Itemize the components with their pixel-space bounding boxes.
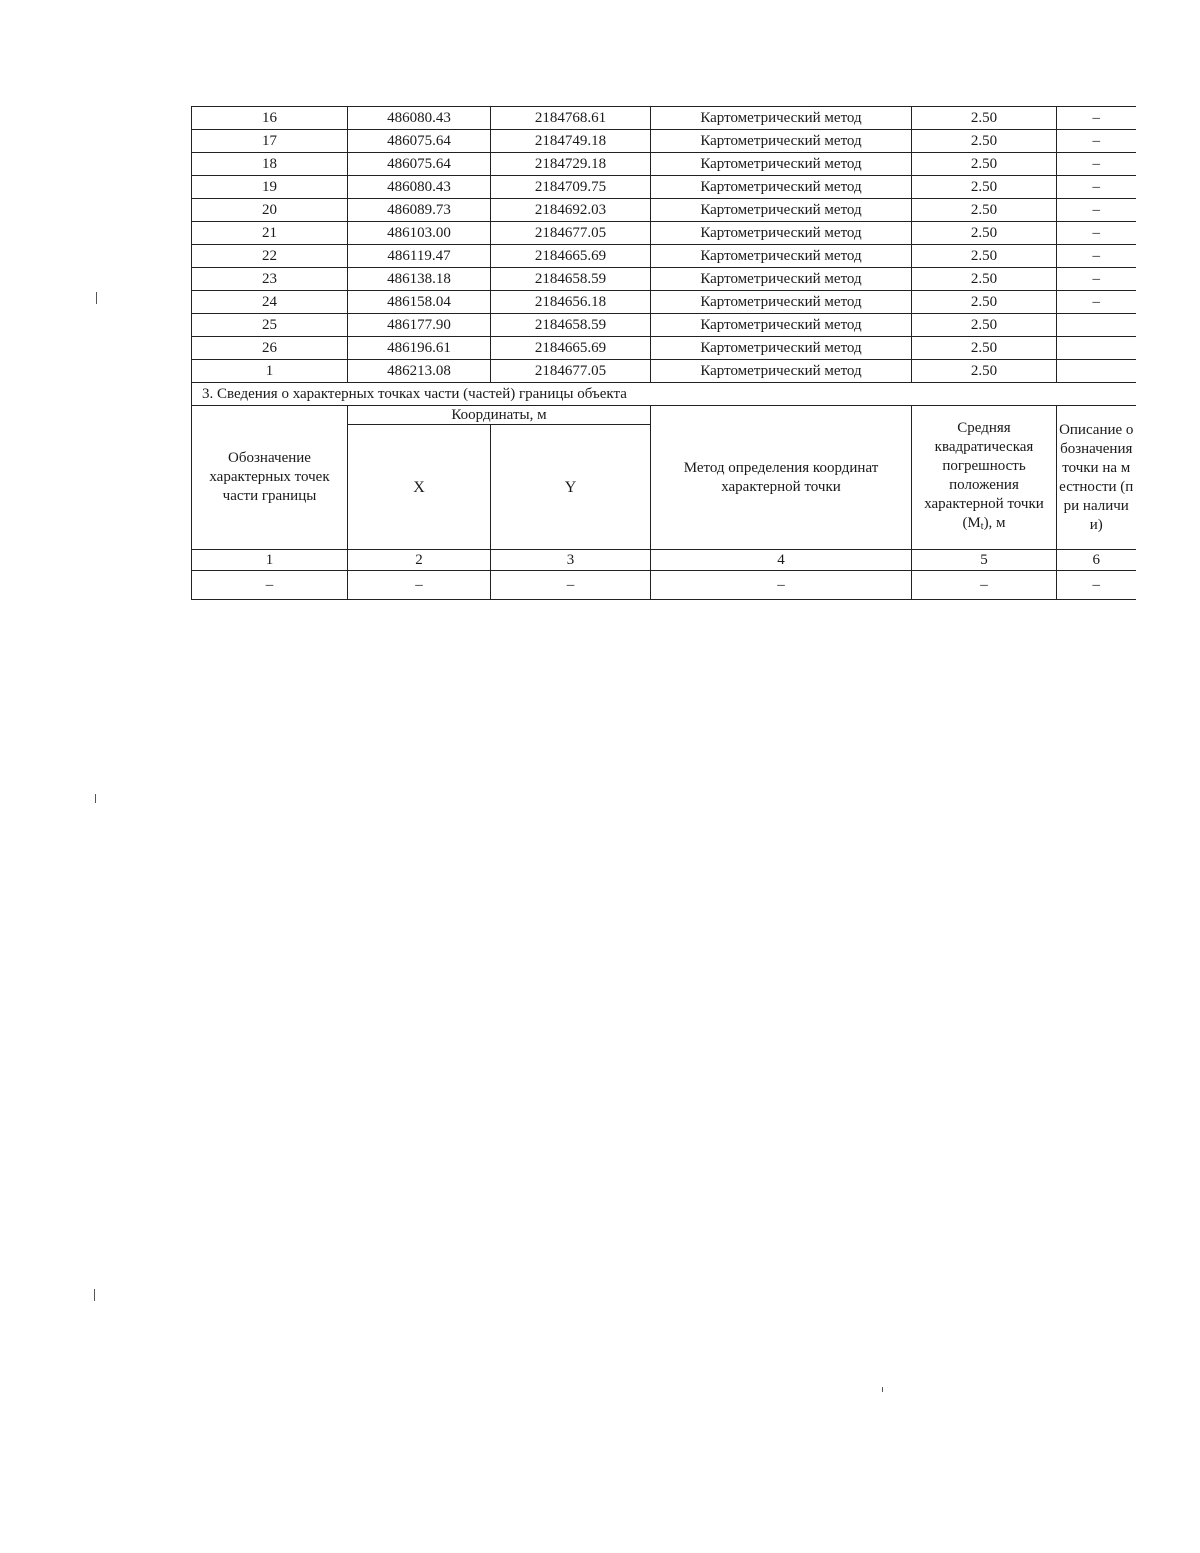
point-number-cell: 23 — [192, 268, 348, 291]
point-number-cell: 16 — [192, 107, 348, 130]
method-cell: Картометрический метод — [651, 176, 912, 199]
column-number: 4 — [651, 550, 912, 571]
description-header: Описание обозначения точки на местности (при наличии) — [1057, 406, 1136, 550]
empty-cell: – — [912, 571, 1057, 600]
description-cell: – — [1057, 291, 1136, 314]
error-cell: 2.50 — [912, 130, 1057, 153]
error-cell: 2.50 — [912, 360, 1057, 383]
x-coordinate-cell: 486213.08 — [348, 360, 491, 383]
y-coordinate-cell: 2184656.18 — [491, 291, 651, 314]
y-coordinate-cell: 2184709.75 — [491, 176, 651, 199]
error-cell: 2.50 — [912, 245, 1057, 268]
point-number-cell: 25 — [192, 314, 348, 337]
empty-cell: – — [491, 571, 651, 600]
method-cell: Картометрический метод — [651, 360, 912, 383]
description-cell: – — [1057, 153, 1136, 176]
error-cell: 2.50 — [912, 291, 1057, 314]
description-cell — [1057, 337, 1136, 360]
y-coordinate-cell: 2184677.05 — [491, 360, 651, 383]
column-number: 6 — [1057, 550, 1136, 571]
x-coordinate-cell: 486089.73 — [348, 199, 491, 222]
table-row — [192, 153, 1136, 176]
table-row — [192, 360, 1136, 383]
column-numbers-row — [192, 550, 1136, 571]
description-cell: – — [1057, 199, 1136, 222]
point-number-cell: 26 — [192, 337, 348, 360]
x-coordinate-cell: 486196.61 — [348, 337, 491, 360]
method-cell: Картометрический метод — [651, 107, 912, 130]
x-coordinate-cell: 486138.18 — [348, 268, 491, 291]
description-cell: – — [1057, 222, 1136, 245]
error-header: Средняя квадратическая погрешность положения характерной точки $(M_t)$, м — [912, 406, 1057, 550]
y-coordinate-cell: 2184665.69 — [491, 245, 651, 268]
description-cell: – — [1057, 268, 1136, 291]
boundary-points-table — [191, 106, 1136, 600]
y-coordinate-cell: 2184677.05 — [491, 222, 651, 245]
x-coordinate-cell: 486177.90 — [348, 314, 491, 337]
designation-header: Обозначение характерных точек части границы — [192, 406, 348, 550]
y-header: Y — [491, 425, 651, 550]
description-cell: – — [1057, 130, 1136, 153]
x-coordinate-cell: 486080.43 — [348, 176, 491, 199]
point-number-cell: 24 — [192, 291, 348, 314]
empty-cell: – — [348, 571, 491, 600]
x-coordinate-cell: 486075.64 — [348, 130, 491, 153]
x-header: X — [348, 425, 491, 550]
column-number: 1 — [192, 550, 348, 571]
point-number-cell: 22 — [192, 245, 348, 268]
x-coordinate-cell: 486158.04 — [348, 291, 491, 314]
error-cell: 2.50 — [912, 107, 1057, 130]
method-cell: Картометрический метод — [651, 245, 912, 268]
table-row — [192, 222, 1136, 245]
error-cell: 2.50 — [912, 153, 1057, 176]
method-cell: Картометрический метод — [651, 199, 912, 222]
description-cell: – — [1057, 176, 1136, 199]
x-coordinate-cell: 486119.47 — [348, 245, 491, 268]
empty-cell: – — [192, 571, 348, 600]
description-cell — [1057, 314, 1136, 337]
column-number: 2 — [348, 550, 491, 571]
y-coordinate-cell: 2184768.61 — [491, 107, 651, 130]
x-coordinate-cell: 486103.00 — [348, 222, 491, 245]
point-number-cell: 18 — [192, 153, 348, 176]
description-cell: – — [1057, 245, 1136, 268]
y-coordinate-cell: 2184658.59 — [491, 268, 651, 291]
method-header: Метод определения координат характерной точки — [651, 406, 912, 550]
method-cell: Картометрический метод — [651, 268, 912, 291]
table-row — [192, 314, 1136, 337]
description-cell: – — [1057, 107, 1136, 130]
table-row — [192, 245, 1136, 268]
point-number-cell: 20 — [192, 199, 348, 222]
method-cell: Картометрический метод — [651, 222, 912, 245]
section-3-title-row — [192, 383, 1136, 406]
table-row — [192, 268, 1136, 291]
empty-cell: – — [1057, 571, 1136, 600]
points-table-body — [192, 107, 1136, 383]
method-cell: Картометрический метод — [651, 291, 912, 314]
point-number-cell: 1 — [192, 360, 348, 383]
y-coordinate-cell: 2184749.18 — [491, 130, 651, 153]
table-row — [192, 337, 1136, 360]
point-number-cell: 17 — [192, 130, 348, 153]
table-row — [192, 199, 1136, 222]
y-coordinate-cell: 2184665.69 — [491, 337, 651, 360]
method-cell: Картометрический метод — [651, 314, 912, 337]
table-row — [192, 130, 1136, 153]
x-coordinate-cell: 486080.43 — [348, 107, 491, 130]
section-3-header-row — [192, 406, 1136, 425]
error-cell: 2.50 — [912, 222, 1057, 245]
empty-data-row — [192, 571, 1136, 600]
y-coordinate-cell: 2184692.03 — [491, 199, 651, 222]
method-cell: Картометрический метод — [651, 153, 912, 176]
column-number: 3 — [491, 550, 651, 571]
coordinates-header: Координаты, м — [348, 406, 651, 425]
empty-cell: – — [651, 571, 912, 600]
method-cell: Картометрический метод — [651, 337, 912, 360]
error-cell: 2.50 — [912, 176, 1057, 199]
error-cell: 2.50 — [912, 199, 1057, 222]
table-row — [192, 176, 1136, 199]
point-number-cell: 19 — [192, 176, 348, 199]
x-coordinate-cell: 486075.64 — [348, 153, 491, 176]
y-coordinate-cell: 2184658.59 — [491, 314, 651, 337]
error-cell: 2.50 — [912, 337, 1057, 360]
description-cell — [1057, 360, 1136, 383]
section-3-title: 3. Сведения о характерных точках части (частей) границы объекта — [192, 383, 1136, 406]
error-cell: 2.50 — [912, 314, 1057, 337]
method-cell: Картометрический метод — [651, 130, 912, 153]
error-cell: 2.50 — [912, 268, 1057, 291]
table-row — [192, 291, 1136, 314]
y-coordinate-cell: 2184729.18 — [491, 153, 651, 176]
table-row — [192, 107, 1136, 130]
point-number-cell: 21 — [192, 222, 348, 245]
column-number: 5 — [912, 550, 1057, 571]
